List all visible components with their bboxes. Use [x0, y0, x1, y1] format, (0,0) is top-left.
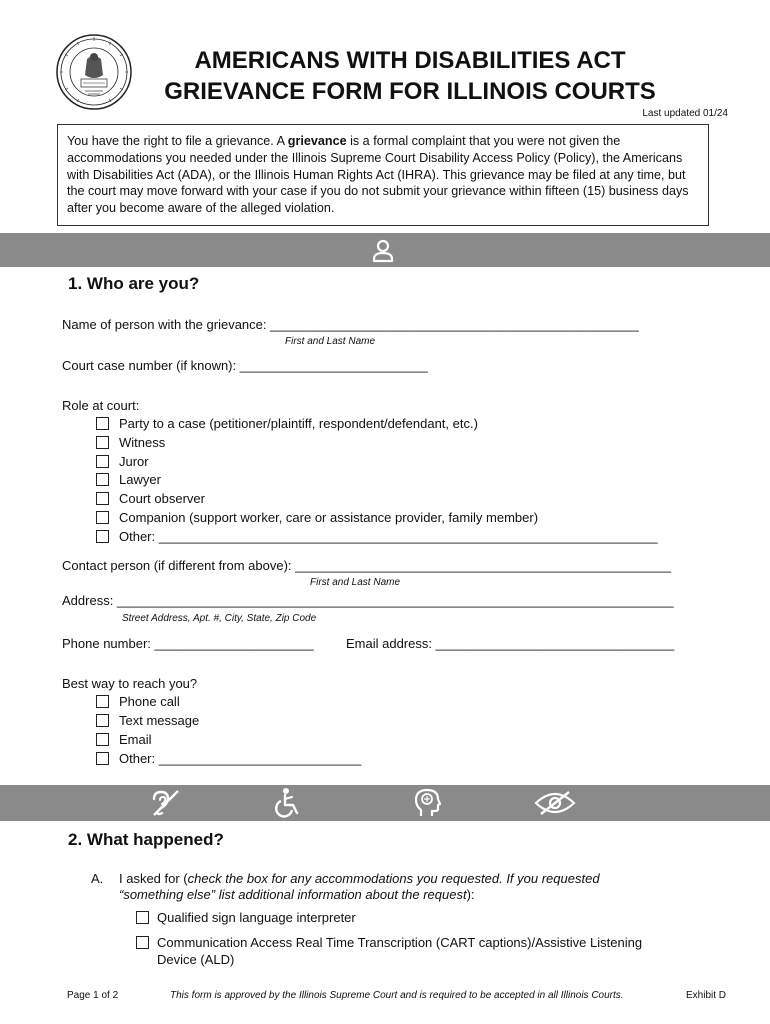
form-title-line-1: AMERICANS WITH DISABILITIES ACT [194, 47, 626, 74]
form-title-line-2: GRIEVANCE FORM FOR ILLINOIS COURTS [164, 78, 656, 105]
checkbox[interactable] [96, 417, 109, 430]
checkbox[interactable] [96, 714, 109, 727]
checkbox[interactable] [96, 455, 109, 468]
reach-option-label: Text message [119, 713, 200, 728]
hearing-impaired-icon [150, 788, 184, 818]
reach-option-label: Email [119, 732, 152, 747]
accommodation-label-continued: Device (ALD) [157, 952, 235, 967]
checkbox[interactable] [96, 492, 109, 505]
role-option-label: Witness [119, 435, 166, 450]
instr-text: ): [466, 887, 475, 902]
address-caption: Street Address, Apt. #, City, State, Zip Code [122, 613, 317, 624]
grievant-name-field[interactable]: Name of person with the grievance: ___________________________________________________ [62, 317, 639, 332]
checkbox[interactable] [96, 436, 109, 449]
role-option-label: Other: _____________________________________________________________________ [119, 529, 658, 544]
section-2-heading: 2. What happened? [68, 830, 224, 849]
page-number: Page 1 of 2 [67, 990, 119, 1001]
checkbox[interactable] [96, 473, 109, 486]
item-a-instruction-line-2 [119, 887, 475, 902]
role-option-label: Companion (support worker, care or assistance provider, family member) [119, 510, 539, 525]
intro-notice-box [57, 124, 709, 226]
intro-text-bold: grievance [287, 134, 347, 148]
item-a-instruction-line-1 [119, 871, 600, 886]
head-brain-icon [414, 788, 442, 818]
last-updated: Last updated 01/24 [642, 108, 728, 119]
section-1-heading: 1. Who are you? [68, 274, 200, 293]
checkbox[interactable] [136, 911, 149, 924]
phone-number-field[interactable]: Phone number: ______________________ [62, 636, 314, 651]
role-option-label: Lawyer [119, 472, 161, 487]
checkbox[interactable] [96, 733, 109, 746]
court-case-number-field[interactable]: Court case number (if known): __________________________ [62, 358, 428, 373]
vision-impaired-icon [533, 790, 577, 816]
instr-italic: “something else” list additional information about the request [119, 887, 467, 902]
email-address-field[interactable]: Email address: _________________________________ [346, 636, 675, 651]
instr-italic: check the box for any accommodations you requested. If you requested [187, 871, 600, 886]
intro-text-part2: is a formal complaint that you were not given the accommodations you needed under the Illinois Supreme Court Disability Access Policy (Policy), the Americans with Disabilities Act (ADA), or the Illinois Human Rights Act (IHRA). This grievance may be filed at any time, but the court may move forward with your case if you do not submit your grievance within fifteen (15) business days after you become aware of the alleged violation. [67, 134, 689, 216]
reach-option-label: Phone call [119, 694, 180, 709]
checkbox[interactable] [96, 530, 109, 543]
exhibit-label: Exhibit D [686, 990, 727, 1001]
reach-option-label: Other: ____________________________ [119, 751, 362, 766]
accommodation-label: Qualified sign language interpreter [157, 910, 356, 925]
checkbox[interactable] [96, 695, 109, 708]
reach-label: Best way to reach you? [62, 676, 198, 691]
section-1-banner [0, 233, 770, 267]
person-icon [372, 239, 394, 263]
role-option-label: Party to a case (petitioner/plaintiff, respondent/defendant, etc.) [119, 416, 478, 431]
address-field[interactable]: Address: _____________________________________________________________________________ [62, 593, 674, 608]
contact-caption: First and Last Name [310, 577, 401, 588]
footer-note: This form is approved by the Illinois Supreme Court and is required to be accepted in all Illinois Courts. [170, 990, 624, 1001]
role-label: Role at court: [62, 398, 140, 413]
intro-text-part1: You have the right to file a grievance. A [67, 134, 288, 148]
contact-person-field[interactable]: Contact person (if different from above): ____________________________________________________ [62, 558, 672, 573]
role-option-label: Court observer [119, 491, 205, 506]
wheelchair-icon [270, 787, 302, 819]
role-option-label: Juror [119, 454, 149, 469]
name-caption: First and Last Name [285, 336, 376, 347]
checkbox[interactable] [136, 936, 149, 949]
checkbox[interactable] [96, 752, 109, 765]
checkbox[interactable] [96, 511, 109, 524]
item-a-marker: A. [91, 871, 104, 886]
accommodation-label: Communication Access Real Time Transcription (CART captions)/Assistive Listening [157, 935, 643, 950]
instr-text: I asked for ( [119, 871, 188, 886]
section-2-banner [0, 785, 770, 821]
